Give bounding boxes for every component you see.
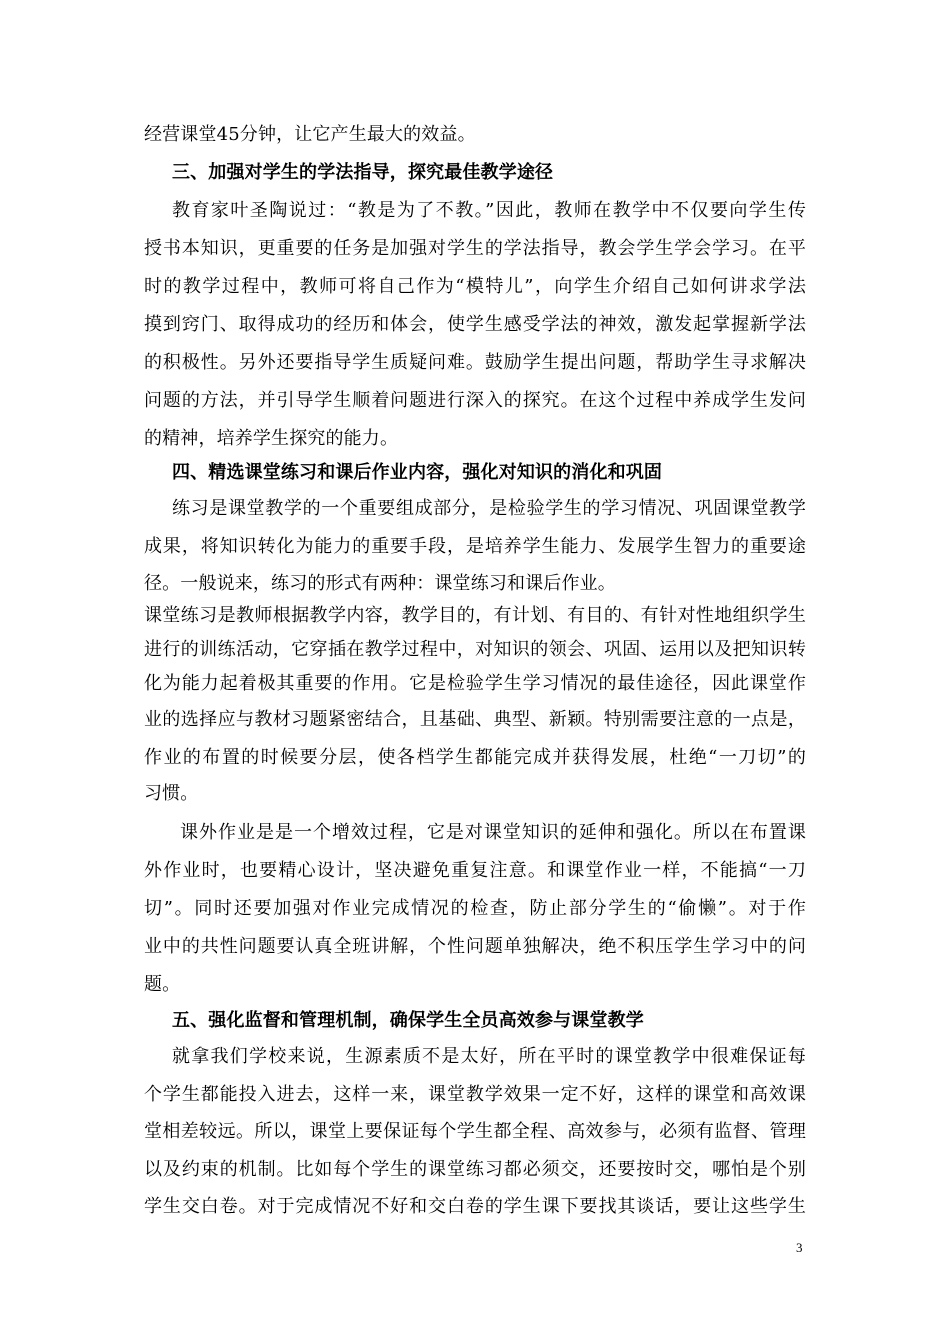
body-line: 个学生都能投入进去，这样一来，课堂教学效果一定不好，这样的课堂和高效课: [144, 1084, 806, 1105]
body-line: 径。一般说来，练习的形式有两种：课堂练习和课后作业。: [144, 573, 616, 594]
body-line: 课外作业是是一个增效过程，它是对课堂知识的延伸和强化。所以在布置课: [180, 822, 806, 843]
body-line: 练习是课堂教学的一个重要组成部分，是检验学生的学习情况、巩固课堂教学: [172, 498, 806, 519]
body-line: 堂相差较远。所以，课堂上要保证每个学生都全程、高效参与，必须有监督、管理: [144, 1121, 806, 1142]
body-line: 以及约束的机制。比如每个学生的课堂练习都必须交，还要按时交，哪怕是个别: [144, 1159, 806, 1180]
page-number: 3: [796, 1240, 803, 1255]
body-line: 业中的共性问题要认真全班讲解，个性问题单独解决，绝不积压学生学习中的问: [144, 936, 806, 957]
body-line: 题。: [144, 974, 181, 995]
body-line: 化为能力起着极其重要的作用。它是检验学生学习情况的最佳途径，因此课堂作: [144, 673, 806, 694]
body-line: 摸到窍门、取得成功的经历和体会，使学生感受学法的神效，激发起掌握新学法: [144, 314, 806, 335]
body-line: 问题的方法，并引导学生顺着问题进行深入的探究。在这个过程中养成学生发问: [144, 390, 806, 411]
body-line: 课堂练习是教师根据教学内容，教学目的，有计划、有目的、有针对性地组织学生: [144, 605, 806, 626]
body-line: 业的选择应与教材习题紧密结合，且基础、典型、新颖。特别需要注意的一点是，: [144, 709, 806, 730]
section-heading: 四、精选课堂练习和课后作业内容，强化对知识的消化和巩固: [172, 462, 663, 483]
body-line: 作业的布置的时候要分层，使各档学生都能完成并获得发展，杜绝“一刀切”的: [144, 747, 806, 768]
body-line: 教育家叶圣陶说过：“教是为了不教。”因此，教师在教学中不仅要向学生传: [172, 200, 806, 221]
body-line: 外作业时，也要精心设计，坚决避免重复注意。和课堂作业一样，不能搞“一刀: [144, 860, 806, 881]
body-line: 的精神，培养学生探究的能力。: [144, 428, 399, 449]
body-line: 经营课堂45分钟，让它产生最大的效益。: [144, 124, 476, 145]
body-line: 授书本知识，更重要的任务是加强对学生的学法指导，教会学生学会学习。在平: [144, 238, 806, 259]
body-line: 切”。同时还要加强对作业完成情况的检查，防止部分学生的“偷懒”。对于作: [144, 898, 806, 919]
body-line: 习惯。: [144, 783, 199, 804]
section-heading: 三、加强对学生的学法指导，探究最佳教学途径: [172, 162, 554, 183]
section-heading: 五、强化监督和管理机制，确保学生全员高效参与课堂教学: [172, 1010, 644, 1031]
body-line: 就拿我们学校来说，生源素质不是太好，所在平时的课堂教学中很难保证每: [172, 1046, 806, 1067]
body-line: 的积极性。另外还要指导学生质疑问难。鼓励学生提出问题，帮助学生寻求解决: [144, 352, 806, 373]
body-line: 学生交白卷。对于完成情况不好和交白卷的学生课下要找其谈话，要让这些学生: [144, 1196, 806, 1217]
body-line: 时的教学过程中，教师可将自己作为“模特儿”，向学生介绍自己如何讲求学法: [144, 276, 806, 297]
body-line: 成果，将知识转化为能力的重要手段，是培养学生能力、发展学生智力的重要途: [144, 536, 806, 557]
body-line: 进行的训练活动，它穿插在教学过程中，对知识的领会、巩固、运用以及把知识转: [144, 639, 806, 660]
